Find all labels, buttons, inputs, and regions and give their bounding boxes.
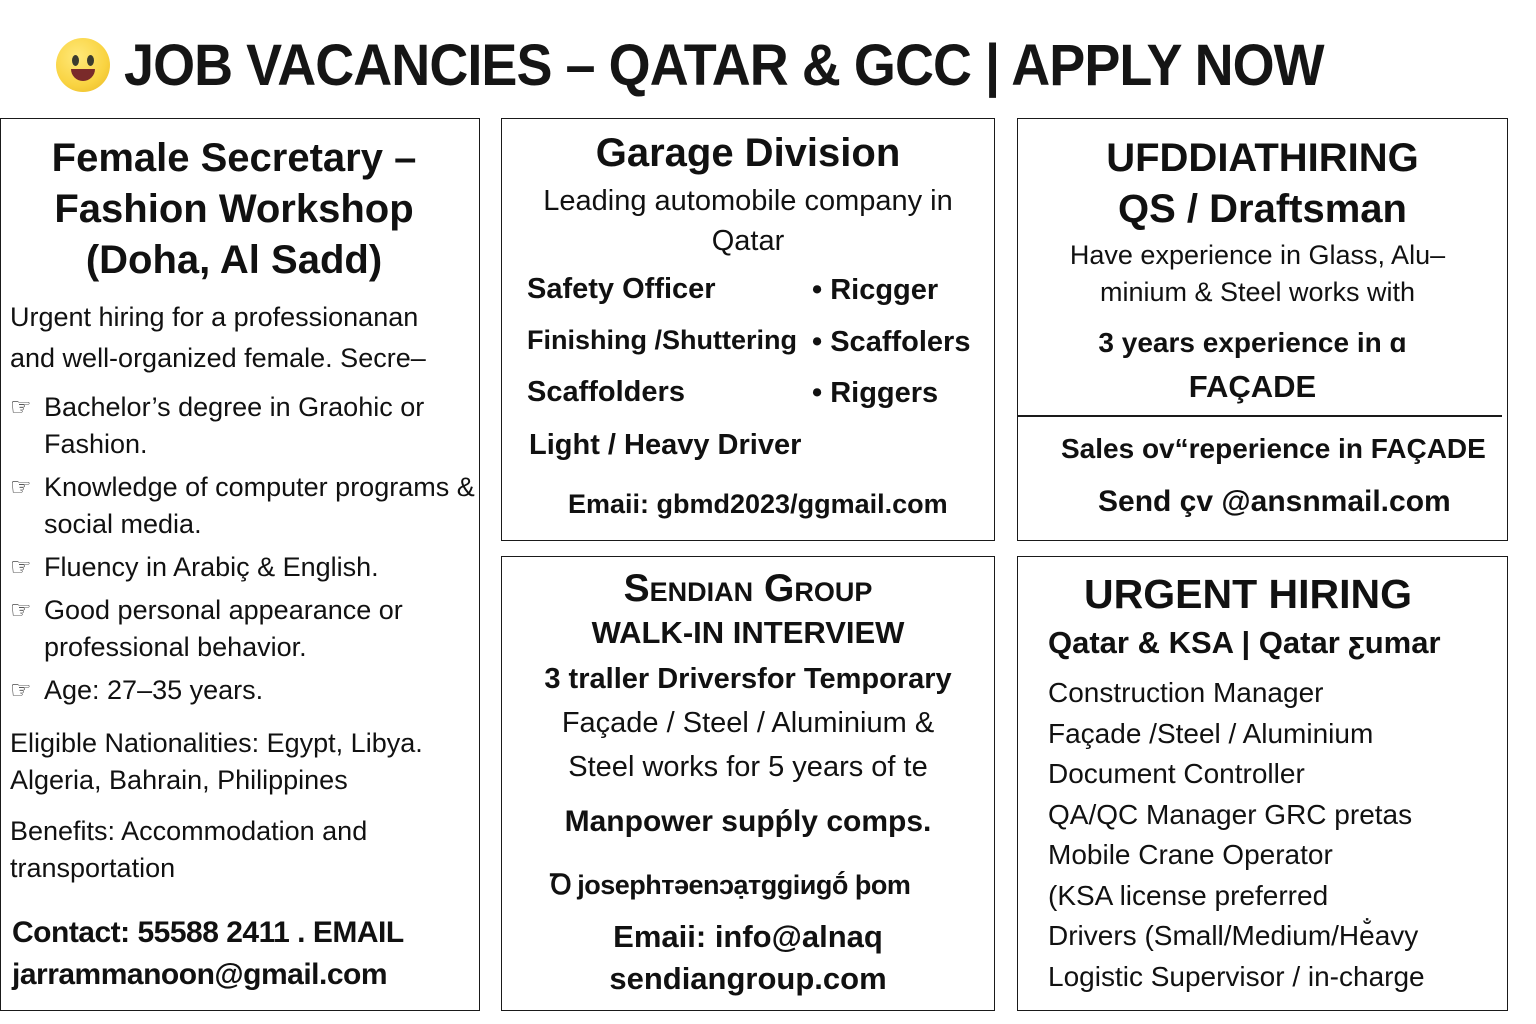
sales-requirement: Sales ov“reperience in FAÇADE — [1061, 433, 1486, 464]
ad-intro: Urgent hiring for a professionanan and well-organized female. Secre– — [10, 302, 426, 373]
ad-garage-division — [501, 118, 995, 541]
contact-phone: Contact: 55588 2411 . EMAIL — [12, 916, 404, 949]
contact-email[interactable]: Emaii: gbmd2023/ggmail.com — [568, 489, 948, 519]
requirement-item: ☞ Knowledge of computer programs & social media. — [10, 469, 480, 543]
role-item: Drivers (Small/Medium/He̐avy — [1048, 920, 1419, 951]
ad-title: Sendian Group — [623, 567, 873, 610]
role-item: Construction Manager — [1048, 677, 1324, 708]
ad-title: URGENT HIRING — [1084, 571, 1412, 617]
ad-title: Garage Division — [595, 131, 901, 175]
role-item: (KSA license preferred — [1048, 879, 1329, 911]
contact-block — [12, 912, 404, 996]
page-headline — [56, 30, 1414, 100]
ad-sendian-group — [501, 556, 995, 1011]
role-item: • Riggers — [812, 377, 939, 409]
ad-location: Qatar & KSA | Qatar ƹumar — [1048, 625, 1441, 660]
requirement-item: ☞ Bachelor’s degree in Graohic or Fashion. — [10, 389, 480, 463]
globe-icon: Ꝺ — [550, 869, 572, 900]
role-item: Light / Heavy Driver — [529, 429, 802, 461]
role-item: Logistic Supervisor / in-charge — [1048, 960, 1425, 992]
manpower-line: Manpower supṕly comps. — [564, 805, 932, 838]
ad-qs-draftsman — [1017, 118, 1508, 541]
ad-female-secretary — [0, 118, 480, 1011]
ad-line: Steel works for 5 years of te — [568, 751, 928, 783]
role-item: Scaffolders — [527, 376, 685, 408]
pointing-hand-icon: ☞ — [10, 474, 32, 501]
requirement-item: ☞ Age: 27–35 years. — [10, 672, 480, 709]
ad-urgent-hiring — [1017, 556, 1508, 1011]
ad-line: 3 traller Driversfor Temporary — [544, 663, 952, 695]
divider — [1018, 415, 1502, 417]
contact-email-domain[interactable]: sendiangroup.com — [609, 961, 887, 996]
pointing-hand-icon: ☞ — [10, 394, 32, 421]
requirement-item: ☞ Good personal appearance or professional behavior. — [10, 592, 480, 666]
role-item: QA/QC Manager GRC pretas — [1048, 798, 1413, 830]
ad-title: Female Secretary – Fashion Workshop (Doha, Al Sadd) — [51, 136, 417, 282]
requirement-item: ☞ Fluency in Arabiç & English. — [10, 549, 480, 586]
send-cv-email[interactable]: Send çv @ansnmail.com — [1098, 485, 1451, 518]
ad-subtitle: Leading automobile company in Qatar — [543, 185, 953, 257]
page-title: JOB VACANCIES – QATAR & GCC | APPLY NOW — [124, 32, 1324, 98]
role-item: Finishing /Shuttering — [527, 325, 797, 355]
role-item: • Scaffolers — [812, 326, 971, 358]
smiley-face-icon — [56, 38, 110, 92]
pointing-hand-icon: ☞ — [10, 597, 32, 624]
requirements-list — [10, 389, 480, 715]
ad-subtitle: WALK-IN INTERVIEW — [591, 615, 905, 650]
roles-list — [1048, 673, 1425, 997]
role-item: Mobile Crane Operator — [1048, 839, 1333, 870]
eligible-nationalities: Eligible Nationalities: Egypt, Libya. Algeria, Bahrain, Philippines — [10, 728, 423, 795]
role-item: • Ricgger — [812, 274, 939, 306]
benefits: Benefits: Accommodation and transportation — [10, 816, 368, 883]
pointing-hand-icon: ☞ — [10, 554, 32, 581]
contact-email[interactable]: jarrammanoon@gmail.com — [12, 958, 388, 991]
ad-title: UFDDIATHIRING QS / Draftsman — [1106, 136, 1419, 231]
website-line[interactable]: Ꝺ josephтəenɔạтggiиgṓ þom — [550, 865, 910, 903]
ad-line: Façade / Steel / Aluminium & — [561, 707, 935, 739]
ad-description: Have experience in Glass, Alu– minium & Steel works with — [1069, 240, 1446, 307]
contact-email[interactable]: Emaii: info@alnaq — [613, 919, 883, 954]
role-item: Safety Officer — [527, 273, 716, 305]
specialty: FAÇADE — [1188, 369, 1317, 404]
pointing-hand-icon: ☞ — [10, 677, 32, 704]
experience-requirement: 3 years experience in ɑ — [1098, 327, 1407, 358]
role-item: Façade /Steel / Aluminium — [1048, 717, 1374, 749]
role-item: Document Controller — [1048, 758, 1305, 789]
